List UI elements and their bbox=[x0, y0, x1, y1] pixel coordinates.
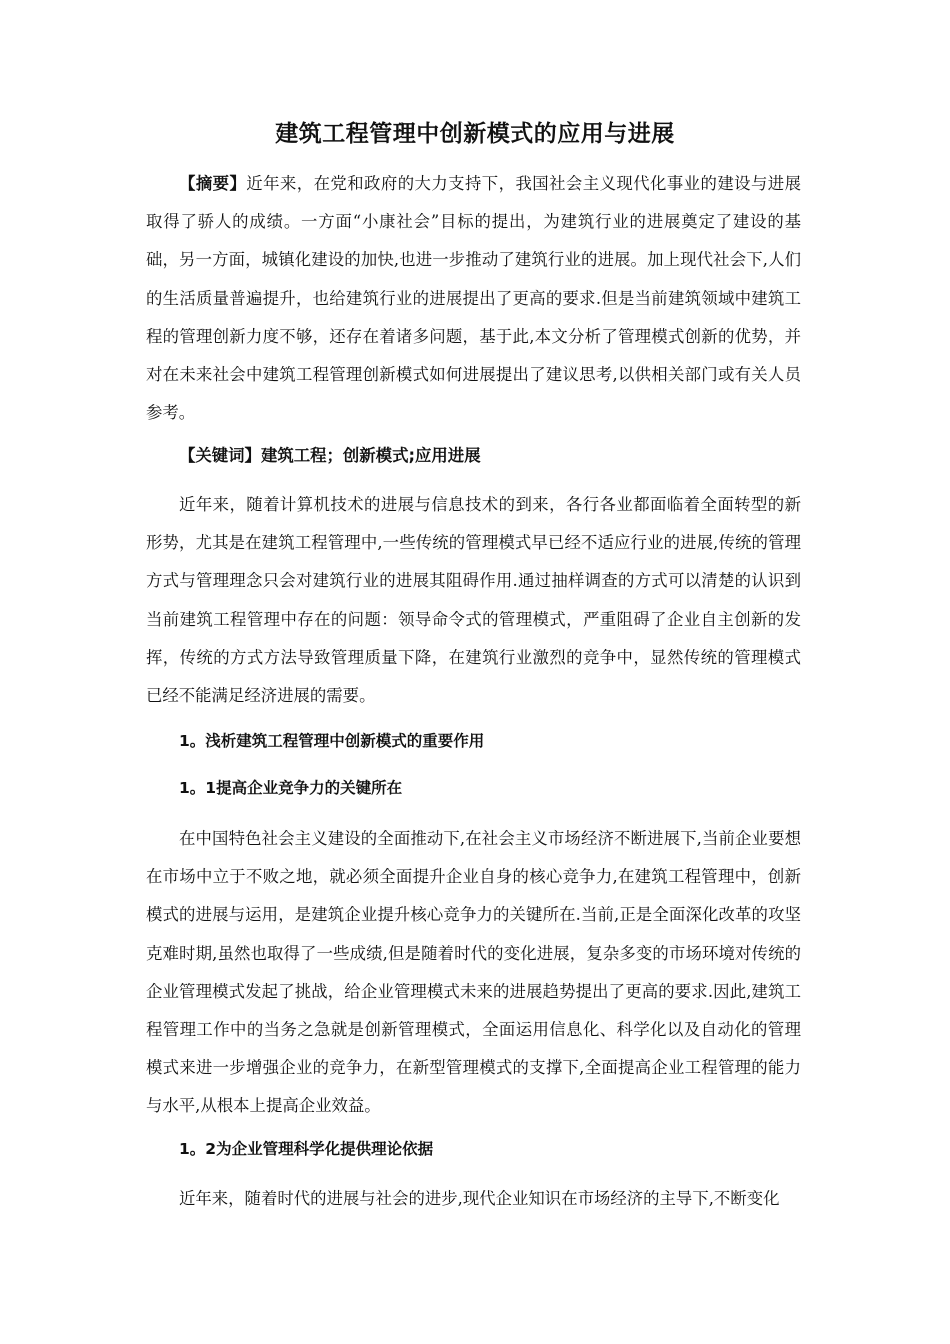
keywords-paragraph bbox=[146, 437, 801, 475]
abstract-paragraph bbox=[146, 165, 801, 432]
abstract-label: 【摘要】 bbox=[179, 174, 247, 193]
section-1-1-heading: 1。1提高企业竞争力的关键所在 bbox=[179, 779, 403, 797]
keywords-text: 建筑工程；创新模式;应用进展 bbox=[260, 446, 481, 465]
section-1-heading: 1。浅析建筑工程管理中创新模式的重要作用 bbox=[179, 732, 485, 750]
document-title: 建筑工程管理中创新模式的应用与进展 bbox=[275, 121, 675, 147]
keywords-label: 【关键词】 bbox=[179, 446, 261, 465]
abstract-text: 近年来，在党和政府的大力支持下，我国社会主义现代化事业的建设与进展取得了骄人的成绩。一方面“小康社会”目标的提出，为建筑行业的进展奠定了建设的基础，另一方面，城镇化建设的加快,也进一步推动了建筑行业的进展。加上现代社会下,人们的生活质量普遍提升，也给建筑行业的进展提出了更高的要求.但是当前建筑领域中建筑工程的管理创新力度不够，还存在着诸多问题，基于此,本文分析了管理模式创新的优势，并对在未来社会中建筑工程管理创新模式如何进展提出了建议思考,以供相关部门或有关人员参考。 bbox=[146, 174, 802, 423]
section-1-2-heading: 1。2为企业管理科学化提供理论依据 bbox=[179, 1140, 434, 1158]
section-1-1-paragraph: 在中国特色社会主义建设的全面推动下,在社会主义市场经济不断进展下,当前企业要想在市场中立于不败之地，就必须全面提升企业自身的核心竞争力,在建筑工程管理中，创新模式的进展与运用，是建筑企业提升核心竞争力的关键所在.当前,正是全面深化改革的攻坚克难时期,虽然也取得了一些成绩,但是随着时代的变化进展，复杂多变的市场环境对传统的企业管理模式发起了挑战，给企业管理模式未来的进展趋势提出了更高的要求.因此,建筑工程管理工作中的当务之急就是创新管理模式，全面运用信息化、科学化以及自动化的管理模式来进一步增强企业的竞争力，在新型管理模式的支撑下,全面提高企业工程管理的能力与水平,从根本上提高企业效益。 bbox=[146, 829, 801, 1116]
intro-paragraph: 近年来，随着计算机技术的进展与信息技术的到来，各行各业都面临着全面转型的新形势，尤其是在建筑工程管理中,一些传统的管理模式早已经不适应行业的进展,传统的管理方式与管理理念只会对建筑行业的进展其阻碍作用.通过抽样调查的方式可以清楚的认识到当前建筑工程管理中存在的问题：领导命令式的管理模式，严重阻碍了企业自主创新的发挥，传统的方式方法导致管理质量下降，在建筑行业激烈的竞争中，显然传统的管理模式已经不能满足经济进展的需要。 bbox=[146, 495, 801, 706]
section-1-2-paragraph: 近年来，随着时代的进展与社会的进步,现代企业知识在市场经济的主导下,不断变化 bbox=[179, 1189, 780, 1208]
